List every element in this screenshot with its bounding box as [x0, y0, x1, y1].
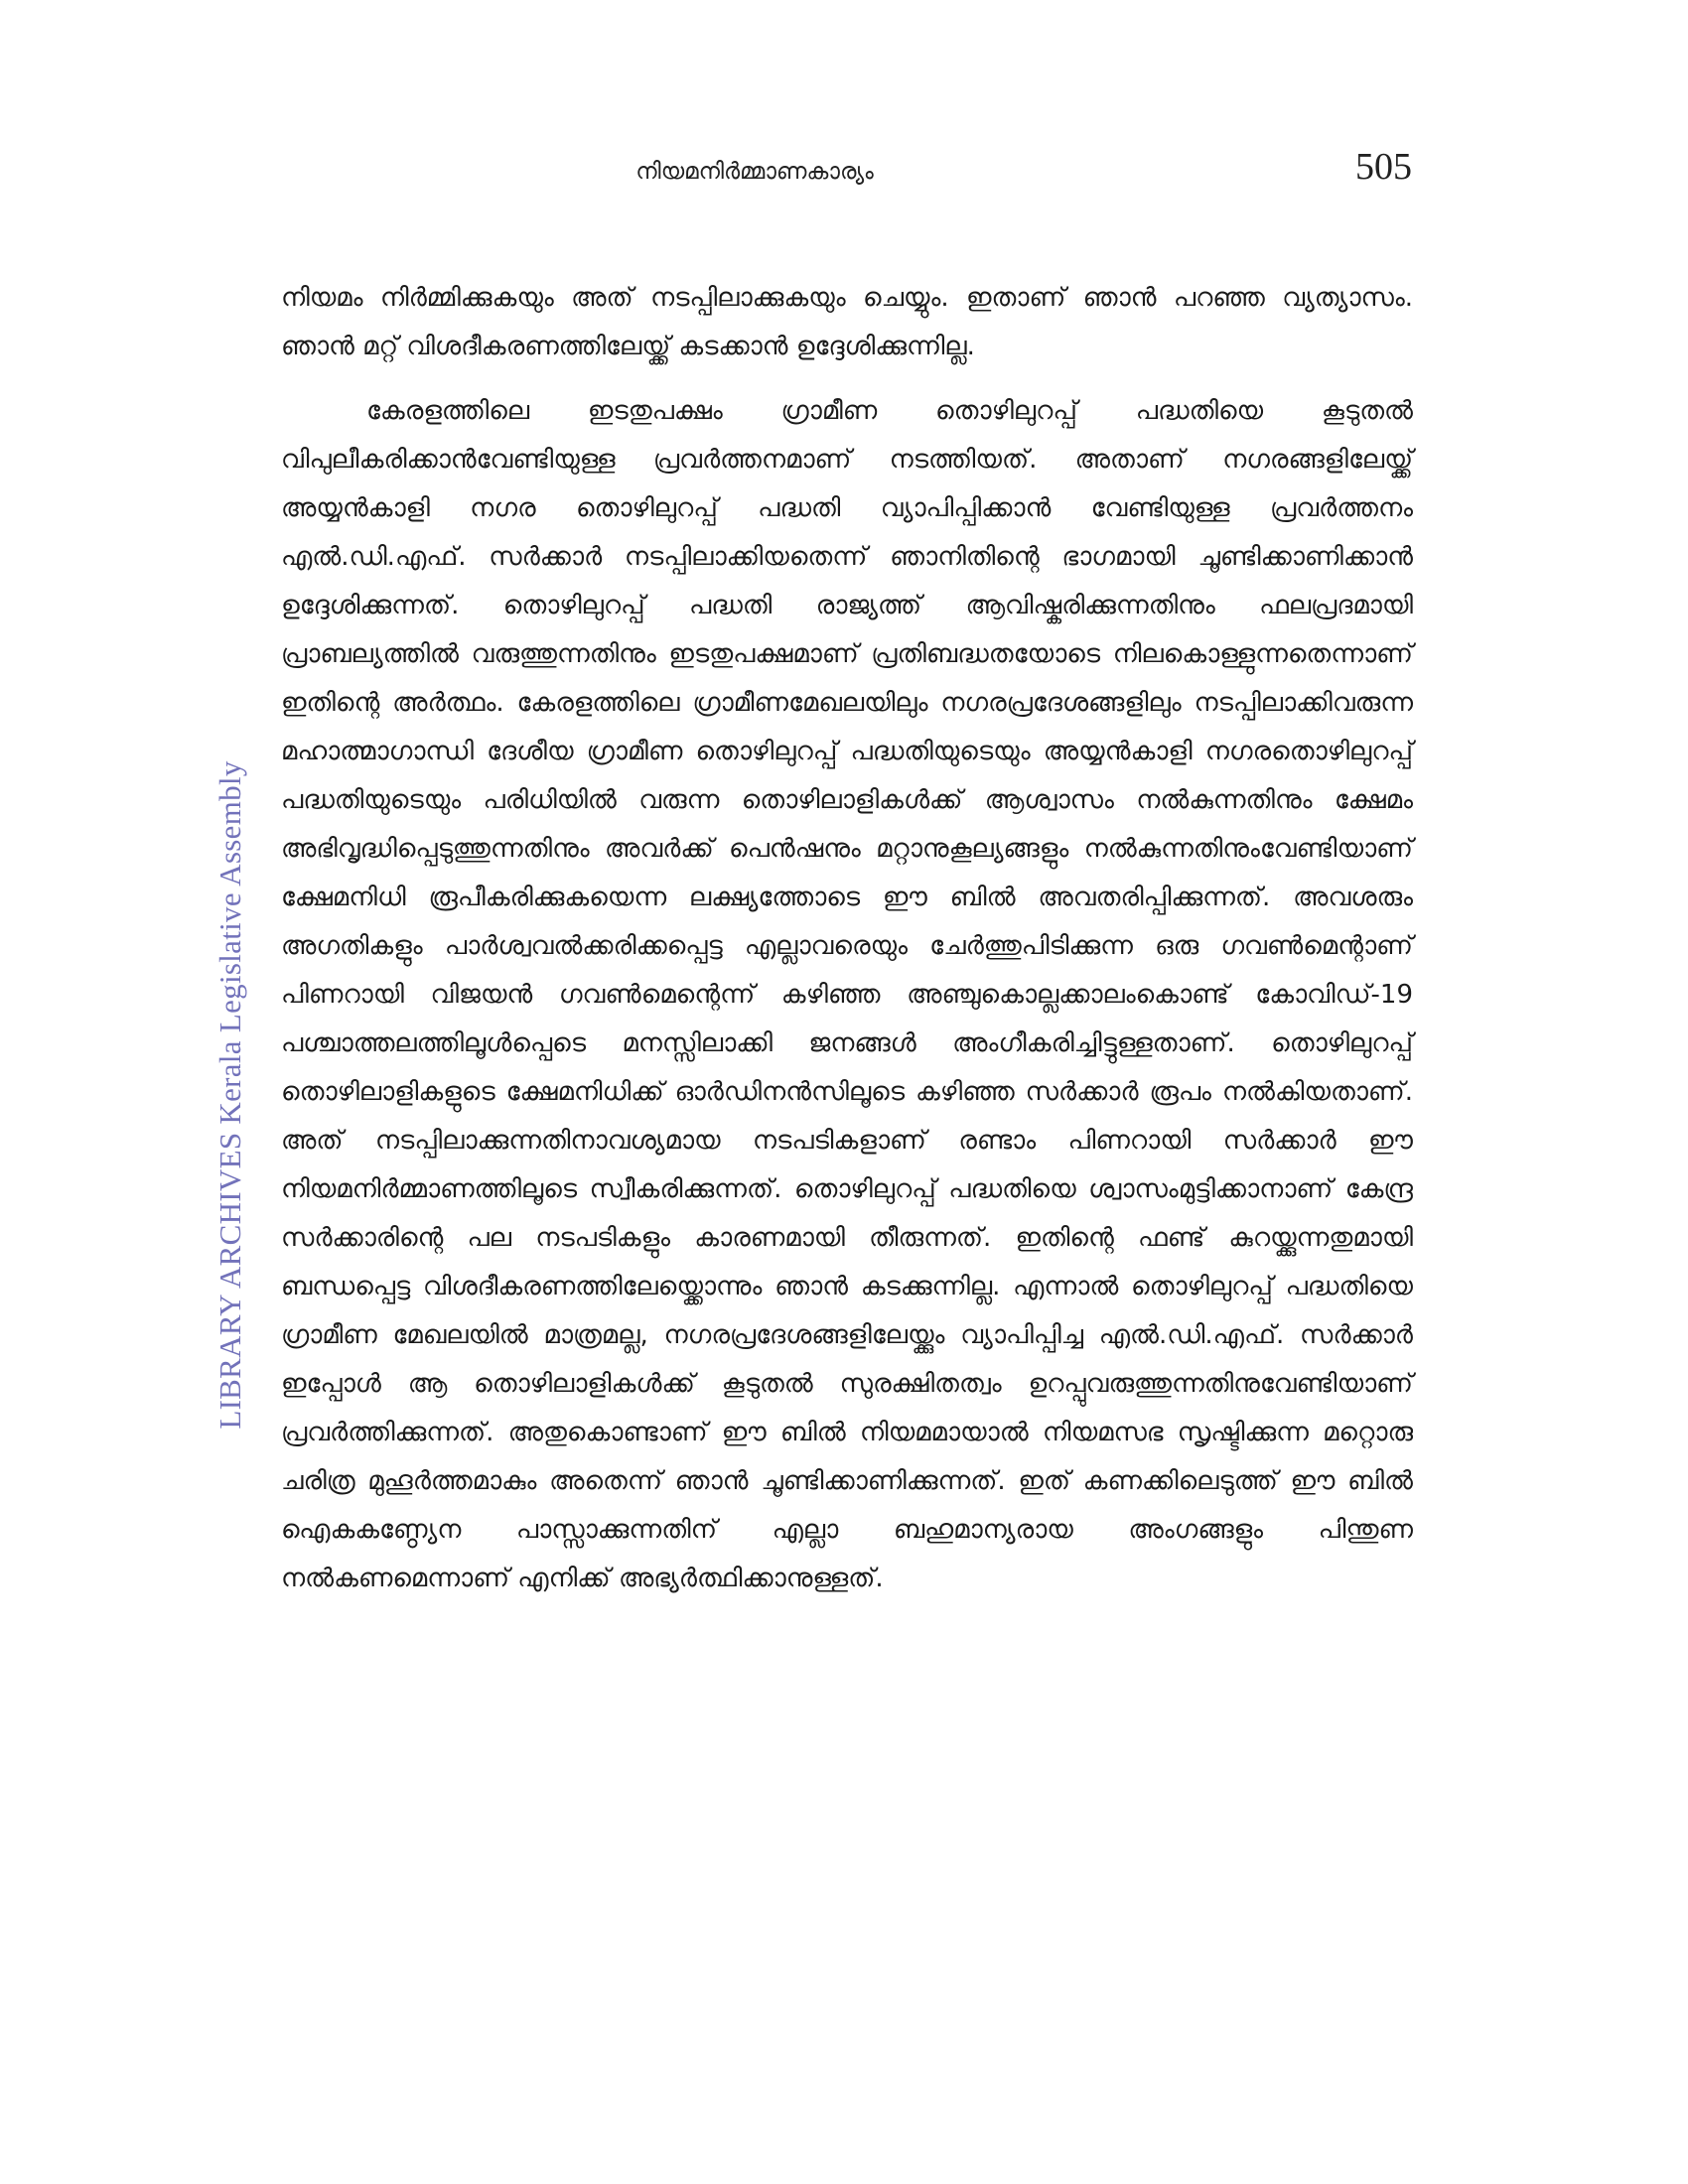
- paragraph-1: നിയമം നിർമ്മിക്കുകയും അത് നടപ്പിലാക്കുകയും ചെയ്യും. ഇതാണ് ഞാൻ പറഞ്ഞ വ്യത്യാസം. ഞാൻ മറ്റ് വിശദീകരണത്തിലേയ്ക്ക് കടക്കാൻ ഉദ്ദേശിക്കുന്നില്ല.: [281, 283, 1413, 361]
- body-text: [281, 274, 1413, 1603]
- page-number: 505: [1355, 146, 1412, 188]
- archive-watermark: LIBRARY ARCHIVES Kerala Legislative Assembly: [212, 760, 247, 1430]
- paragraph-2: കേരളത്തിലെ ഇടതുപക്ഷം ഗ്രാമീണ തൊഴിലുറപ്പ് പദ്ധതിയെ കൂടുതൽ വിപുലീകരിക്കാൻവേണ്ടിയുള്ള പ്രവർത്തനമാണ് നടത്തിയത്. അതാണ് നഗരങ്ങളിലേയ്ക്ക് അയ്യൻകാളി നഗര തൊഴിലുറപ്പ് പദ്ധതി വ്യാപിപ്പിക്കാൻ വേണ്ടിയുള്ള പ്രവർത്തനം എൽ.ഡി.എഫ്. സർക്കാർ നടപ്പിലാക്കിയതെന്ന് ഞാനിതിന്റെ ഭാഗമായി ചൂണ്ടിക്കാണിക്കാൻ ഉദ്ദേശിക്കുന്നത്. തൊഴിലുറപ്പ് പദ്ധതി രാജ്യത്ത് ആവിഷ്കരിക്കുന്നതിനും ഫലപ്രദമായി പ്രാബല്യത്തിൽ വരുത്തുന്നതിനും ഇടതുപക്ഷമാണ് പ്രതിബദ്ധതയോടെ നിലകൊള്ളുന്നതെന്നാണ് ഇതിന്റെ അർത്ഥം. കേരളത്തിലെ ഗ്രാമീണമേഖലയിലും നഗരപ്രദേശങ്ങളിലും നടപ്പിലാക്കിവരുന്ന മഹാത്മാഗാന്ധി ദേശീയ ഗ്രാമീണ തൊഴിലുറപ്പ് പദ്ധതിയുടെയും അയ്യൻകാളി നഗരതൊഴിലുറപ്പ് പദ്ധതിയുടെയും പരിധിയിൽ വരുന്ന തൊഴിലാളികൾക്ക് ആശ്വാസം നൽകുന്നതിനും ക്ഷേമം അഭിവൃദ്ധിപ്പെടുത്തുന്നതിനും അവർക്ക് പെൻഷനും മറ്റാനുകൂല്യങ്ങളും നൽകുന്നതിനുംവേണ്ടിയാണ് ക്ഷേമനിധി രൂപീകരിക്കുകയെന്ന ലക്ഷ്യത്തോടെ ഈ ബിൽ അവതരിപ്പിക്കുന്നത്. അവശരും അഗതികളും പാർശ്വവൽക്കരിക്കപ്പെട്ട എല്ലാവരെയും ചേർത്തുപിടിക്കുന്ന ഒരു ഗവൺമെന്റാണ് പിണറായി വിജയൻ ഗവൺമെന്റെന്ന് കഴിഞ്ഞ അഞ്ചുകൊല്ലക്കാലംകൊണ്ട് കോവിഡ്-19 പശ്ചാത്തലത്തിലൂൾപ്പെടെ മനസ്സിലാക്കി ജനങ്ങൾ അംഗീകരിച്ചിട്ടുള്ളതാണ്. തൊഴിലുറപ്പ് തൊഴിലാളികളുടെ ക്ഷേമനിധിക്ക് ഓർഡിനൻസിലൂടെ കഴിഞ്ഞ സർക്കാർ രൂപം നൽകിയതാണ്. അത് നടപ്പിലാക്കുന്നതിനാവശ്യമായ നടപടികളാണ് രണ്ടാം പിണറായി സർക്കാർ ഈ നിയമനിർമ്മാണത്തിലൂടെ സ്വീകരിക്കുന്നത്. തൊഴിലുറപ്പ് പദ്ധതിയെ ശ്വാസംമുട്ടിക്കാനാണ് കേന്ദ്ര സർക്കാരിന്റെ പല നടപടികളും കാരണമായി തീരുന്നത്. ഇതിന്റെ ഫണ്ട് കുറയ്ക്കുന്നതുമായി ബന്ധപ്പെട്ട വിശദീകരണത്തിലേയ്ക്കൊന്നും ഞാൻ കടക്കുന്നില്ല. എന്നാൽ തൊഴിലുറപ്പ് പദ്ധതിയെ ഗ്രാമീണ മേഖലയിൽ മാത്രമല്ല, നഗരപ്രദേശങ്ങളിലേയ്ക്കും വ്യാപിപ്പിച്ച എൽ.ഡി.എഫ്. സർക്കാർ ഇപ്പോൾ ആ തൊഴിലാളികൾക്ക് കൂടുതൽ സുരക്ഷിതത്വം ഉറപ്പുവരുത്തുന്നതിനുവേണ്ടിയാണ് പ്രവർത്തിക്കുന്നത്. അതുകൊണ്ടാണ് ഈ ബിൽ നിയമമായാൽ നിയമസഭ സൃഷ്ടിക്കുന്ന മറ്റൊരു ചരിത്ര മുഹൂർത്തമാകും അതെന്ന് ഞാൻ ചൂണ്ടിക്കാണിക്കുന്നത്. ഇത് കണക്കിലെടുത്ത് ഈ ബിൽ ഐകകണ്ഠ്യേന പാസ്സാക്കുന്നതിന് എല്ലാ ബഹുമാന്യരായ അംഗങ്ങളും പിന്തുണ നൽകണമെന്നാണ് എനിക്ക് അഭ്യർത്ഥിക്കാനുള്ളത്.: [281, 396, 1413, 1593]
- running-title: നിയമനിർമ്മാണകാര്യം: [635, 159, 874, 185]
